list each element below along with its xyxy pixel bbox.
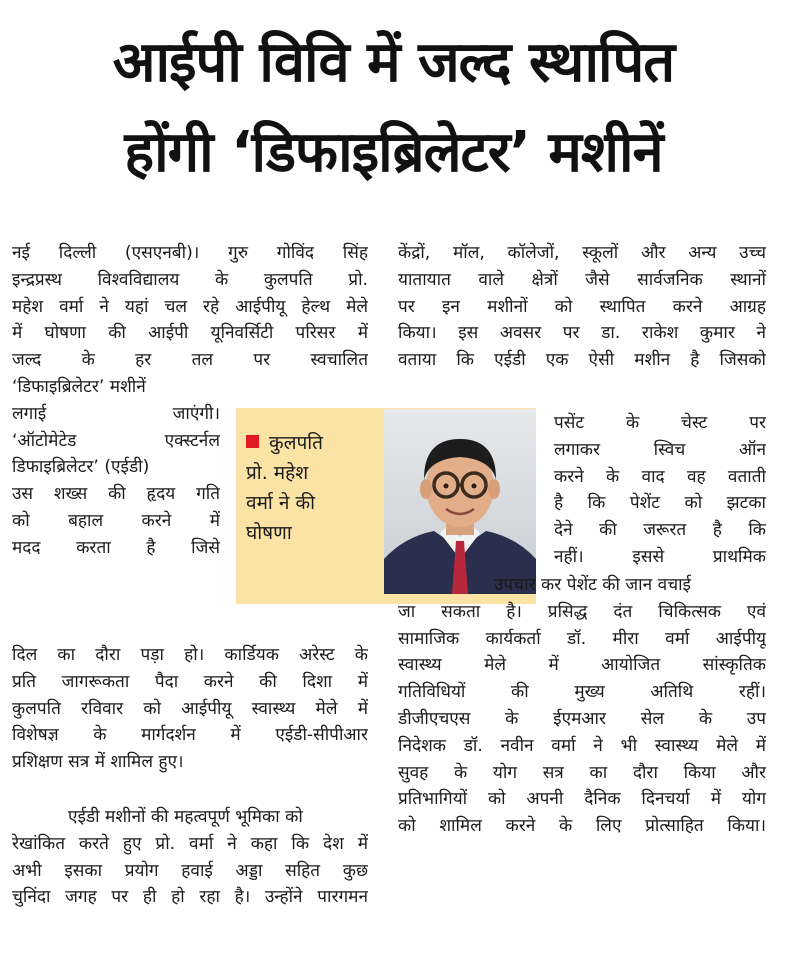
article-line: किया। इस अवसर पर डा. राकेश कुमार ने: [398, 323, 766, 344]
article-line: एईडी मशीनों की महत्वपूर्ण भूमिका को: [68, 807, 303, 827]
pull-quote-line-4: घोषणा: [246, 522, 292, 544]
article-line: डीजीएचएस के ईएमआर सेल के उप: [398, 708, 766, 729]
portrait-photo: [384, 409, 536, 594]
pull-quote-text: कुलपति: [269, 432, 324, 454]
article-line: पर इन मशीनों को स्थापित करने आग्रह: [398, 296, 766, 317]
article-line: ‘डिफाइब्रिलेटर’ मशीनें: [12, 377, 146, 397]
article-line: प्रतिभागियों को अपनी दैनिक दिनचर्या में योग: [398, 789, 766, 810]
headline: [10, 18, 777, 198]
article-line: प्रशिक्षण सत्र में शामिल हुए।: [12, 752, 184, 773]
pull-quote-line-3: वर्मा ने की: [246, 492, 315, 514]
article-line: जा सकता है। प्रसिद्ध दंत चिकित्सक एवं: [398, 601, 766, 622]
article-line: दिल का दौरा पड़ा हो। कार्डियक अरेस्ट के: [12, 645, 368, 665]
pull-quote-line-1: [246, 428, 376, 458]
article-line: करने के वाद वह वताती: [554, 466, 766, 487]
article-line: है कि पेशेंट को झटका: [554, 493, 766, 514]
left-column-paragraph-2: [12, 804, 368, 911]
article-line: नहीं। इससे प्राथमिक: [554, 546, 766, 567]
article-line: यातायात वाले क्षेत्रों जैसे सार्वजनिक स्थानों: [398, 269, 766, 290]
article-line: चुनिंदा जगह पर ही हो रहा है। उन्होंने पारगमन: [12, 887, 368, 908]
article-line: वताया कि एईडी एक ऐसी मशीन है जिसको: [398, 350, 766, 371]
right-column-narrow: [554, 410, 766, 571]
article-line: सुवह के योग सत्र का दौरा किया और: [398, 762, 766, 783]
article-line: कुलपति रविवार को आईपीयू स्वास्थ्य मेले में: [12, 698, 368, 719]
article-line: नई दिल्ली (एसएनबी)। गुरु गोविंद सिंह: [12, 243, 368, 263]
article-line: इन्द्रप्रस्थ विश्वविद्यालय के कुलपति प्रो.: [12, 269, 368, 290]
article-line: देने की जरूरत है कि: [554, 520, 766, 541]
pull-quote-line-2: प्रो. महेश: [246, 462, 309, 484]
article-line: में घोषणा की आईपी यूनिवर्सिटी परिसर में: [12, 323, 368, 344]
article-line: स्वास्थ्य मेले में आयोजित सांस्कृतिक: [398, 655, 766, 676]
article-line: लगाकर स्विच ऑन: [554, 439, 766, 460]
article-line: गतिविधियों की मुख्य अतिथि रहीं।: [398, 682, 766, 703]
article-line: निदेशक डॉ. नवीन वर्मा ने भी स्वास्थ्य मेले में: [398, 735, 766, 756]
article-line: रेखांकित करते हुए प्रो. वर्मा ने कहा कि देश में: [12, 833, 368, 854]
article-line: को बहाल करने में: [12, 510, 220, 531]
article-line: ‘ऑटोमेटेड एक्स्टर्नल: [12, 430, 220, 451]
headline-line-1: आईपी विवि में जल्द स्थापित: [112, 30, 675, 95]
article-line: लगाई जाएंगी।: [12, 403, 220, 424]
right-column-top: [398, 240, 766, 374]
article-line: महेश वर्मा ने यहां चल रहे आईपीयू हेल्थ मेले: [12, 296, 368, 317]
pull-quote: [246, 428, 376, 548]
portrait-man-glasses-icon: [384, 409, 536, 594]
left-column-top: [12, 240, 368, 374]
article-line: उपचार कर पेशेंट की जान वचाई: [494, 575, 691, 595]
left-column-bottom: [12, 642, 368, 776]
article-line: मदद करता है जिसे: [12, 537, 220, 558]
article-line: डिफाइब्रिलेटर’ (एईडी): [12, 457, 150, 478]
square-bullet-icon: [246, 435, 259, 448]
headline-line-2: होंगी ‘डिफाइब्रिलेटर’ मशीनें: [124, 120, 663, 185]
left-column-narrow: [12, 374, 220, 562]
article-line: विशेषज्ञ के मार्गदर्शन में एईडी-सीपीआर: [12, 725, 368, 746]
article-line: सामाजिक कार्यकर्ता डॉ. मीरा वर्मा आईपीयू: [398, 628, 766, 649]
article-line: को शामिल करने के लिए प्रोत्साहित किया।: [398, 816, 766, 837]
article-line: केंद्रों, मॉल, कॉलेजों, स्कूलों और अन्य उच्च: [398, 243, 766, 263]
article-line: उस शख्स की हृदय गति: [12, 484, 220, 505]
article-line: अभी इसका प्रयोग हवाई अड्डा सहित कुछ: [12, 860, 368, 881]
right-column-bottom: [398, 572, 766, 840]
article-line: जल्द के हर तल पर स्वचालित: [12, 350, 368, 371]
article-line: पसेंट के चेस्ट पर: [554, 413, 766, 433]
article-line: प्रति जागरूकता पैदा करने की दिशा में: [12, 671, 368, 692]
